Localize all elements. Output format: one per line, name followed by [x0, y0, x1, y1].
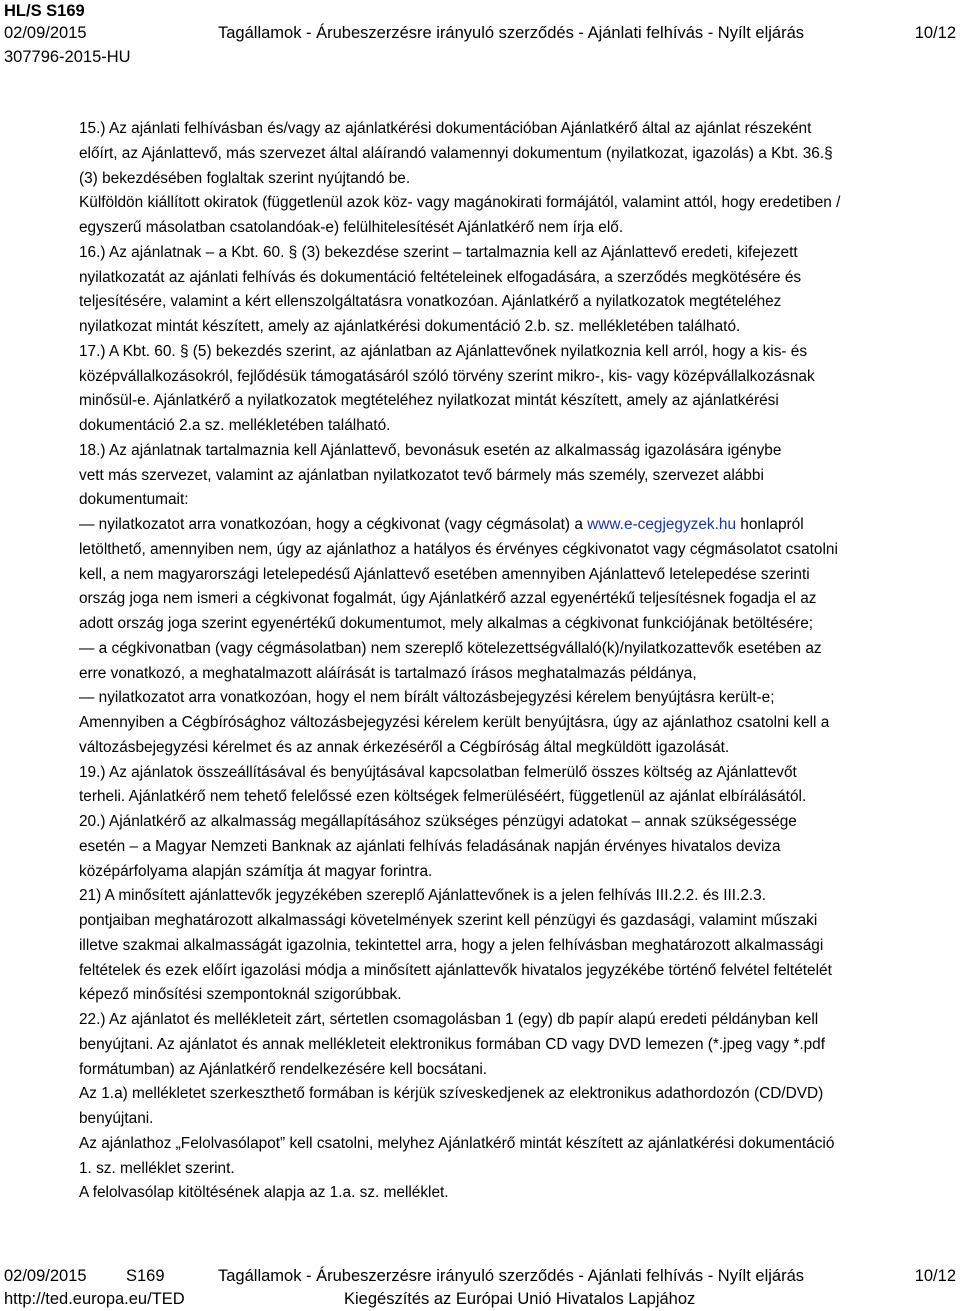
body-line: dokumentumait: [79, 491, 189, 509]
body-line: 17.) A Kbt. 60. § (5) bekezdés szerint, az ajánlatban az Ajánlattevőnek nyilatkoznia kell arról, hogy a kis- és [79, 342, 808, 360]
link-line-suffix: honlapról [736, 516, 804, 533]
body-line: Amennyiben a Cégbírósághoz változásbejegyzési kérelem került benyújtásra, úgy az ajánlathoz csatolni kell a [79, 714, 830, 731]
body-line: középvállalkozásokról, fejlődésük támogatásáról szóló törvény szerint mikro-, kis- vagy középvállalkozásnak [79, 367, 815, 385]
footer-date: 02/09/2015 [4, 1267, 87, 1285]
body-line: kell, a nem magyarországi letelepedésű Ajánlattevő esetében amennyiben Ajánlattevő letelepedése szerinti [79, 565, 810, 583]
body-line: 18.) Az ajánlatnak tartalmaznia kell Ajánlattevő, bevonásuk esetén az alkalmasság igazolására igénybe [79, 441, 782, 459]
body-line: formátumban) az Ajánlatkérő rendelkezésére kell bocsátani. [79, 1060, 488, 1078]
body-line: A felolvasólap kitöltésének alapja az 1.a. sz. melléklet. [79, 1184, 449, 1202]
body-line: nyilatkozatát az ajánlati felhívás és dokumentáció feltételeinek elfogadására, a szerződés megkötésére és [79, 268, 802, 286]
body-line: pontjaiban meghatározott alkalmassági követelmények szerint kell pénzügyi és gazdasági, valamint műszaki [79, 912, 818, 929]
body-line: illetve szakmai alkalmasságát igazolnia, tekintettel arra, hogy a jelen felhívásban meghatározott alkalmassági [79, 936, 824, 954]
doc-id: HL/S S169 [4, 2, 85, 20]
body-line: 20.) Ajánlatkérő az alkalmasság megállapításához szükséges pénzügyi adatokat – annak szükségessége [79, 813, 797, 830]
company-registry-link[interactable]: www.e-cegjegyzek.hu [587, 516, 737, 533]
header-row-ref [4, 46, 956, 68]
body-line: adott ország joga szerint egyenértékű dokumentumot, mely alkalmas a cégkivonat funkciójának betöltésére; [79, 615, 814, 632]
body-line: letölthető, amennyiben nem, úgy az ajánlathoz a hatályos és érvényes cégkivonatot vagy cégmásolatot csatolni [79, 540, 838, 558]
footer-page-number: 10/12 [914, 1267, 956, 1285]
body-line: esetén – a Magyar Nemzeti Banknak az ajánlati felhívás feladásának napján érvényes hivatalos deviza [79, 837, 781, 855]
body-line: dokumentáció 2.a sz. mellékletében található. [79, 417, 391, 434]
body-line: benyújtani. Az ajánlatot és annak mellékleteit elektronikus formában CD vagy DVD lemezen (*.jpeg vagy *.pdf [79, 1035, 825, 1053]
body-line: középárfolyama alapján számítja át magyar forintra. [79, 862, 433, 880]
header-page-number: 10/12 [914, 24, 956, 42]
body-line: erre vonatkozó, a meghatalmazott aláírását is tartalmazó írásos meghatalmazás példánya, [79, 664, 697, 682]
footer-series: S169 [126, 1267, 165, 1285]
body-line: egyszerű másolatban csatolandóak-e) felülhitelesítését Ajánlatkérő nem írja elő. [79, 219, 624, 236]
body-line: 15.) Az ajánlati felhívásban és/vagy az ajánlatkérési dokumentációban Ajánlatkérő által az ajánlat részeként [79, 120, 812, 137]
footer-title: Tagállamok - Árubeszerzésre irányuló szerződés - Ajánlati felhívás - Nyílt eljárás [218, 1267, 804, 1285]
body-line-with-link [79, 513, 957, 538]
body-line: Külföldön kiállított okiratok (függetlenül azok köz- vagy magánokirati formájától, valamint attól, hogy eredetiben / [79, 194, 841, 212]
body-line: benyújtani. [79, 1110, 154, 1127]
body-line: vett más szervezet, valamint az ajánlatban nyilatkozatot tevő bármely más személy, szervezet alábbi [79, 466, 764, 484]
footer-row-main [4, 1265, 956, 1287]
body-line: 16.) Az ajánlatnak – a Kbt. 60. § (3) bekezdése szerint – tartalmaznia kell az Ajánlattevő eredeti, kifejezett [79, 243, 798, 261]
header-row-top [4, 0, 956, 22]
notice-reference: 307796-2015-HU [4, 48, 131, 66]
body-line: Az ajánlathoz „Felolvasólapot” kell csatolni, melyhez Ajánlatkérő mintát készített az ajánlatkérési dokumentáció [79, 1134, 835, 1152]
body-line: teljesítésére, valamint a kért ellenszolgáltatásra vonatkozóan. Ajánlatkérő a nyilatkozatok megtételéhez [79, 293, 782, 311]
body-line: ország joga nem ismeri a cégkivonat fogalmát, úgy Ajánlatkérő azzal egyenértékű teljesítésnek fogadja el az [79, 590, 817, 608]
body-line: előírt, az Ajánlattevő, más szervezet által aláírandó valamennyi dokumentum (nyilatkozat, igazolás) a Kbt. 36.§ [79, 144, 833, 162]
body-line: (3) bekezdésében foglaltak szerint nyújtandó be. [79, 169, 411, 187]
footer-row-source [4, 1288, 956, 1310]
body-line: nyilatkozat mintát készített, amely az ajánlatkérési dokumentáció 2.b. sz. mellékletében található. [79, 318, 741, 335]
body-line: — nyilatkozatot arra vonatkozóan, hogy el nem bírált változásbejegyzési kérelem benyújtásra került-e; [79, 689, 775, 707]
body-line: terheli. Ajánlatkérő nem tehető felelőssé ezen költségek felmerüléséért, függetlenül az ajánlat elbírálásától. [79, 788, 807, 806]
body-line: változásbejegyzési kérelmet és az annak érkezéséről a Cégbíróság által megküldött igazolását. [79, 738, 730, 756]
body-line: 21) A minősített ajánlattevők jegyzékében szereplő Ajánlattevőnek is a jelen felhívás III.2.2. és III.2.3. [79, 887, 767, 905]
body-line: 1. sz. melléklet szerint. [79, 1159, 235, 1177]
link-line-prefix: — nyilatkozatot arra vonatkozóan, hogy a cégkivonat (vagy cégmásolat) a [79, 516, 588, 533]
body-line: képező minősítési szempontoknál szigorúbbak. [79, 986, 402, 1004]
body-line: 22.) Az ajánlatot és mellékleteit zárt, sértetlen csomagolásban 1 (egy) db papír alapú eredeti példányban kell [79, 1011, 819, 1028]
body-line: 19.) Az ajánlatok összeállításával és benyújtásával kapcsolatban felmerülő összes költség az Ajánlattevőt [79, 763, 797, 781]
body-line: — a cégkivonatban (vagy cégmásolatban) nem szereplő kötelezettségvállaló(k)/nyilatkozattevők esetében az [79, 639, 822, 657]
ted-url-link[interactable]: http://ted.europa.eu/TED [4, 1290, 185, 1308]
header-date: 02/09/2015 [4, 24, 87, 42]
header-row-main [4, 22, 956, 44]
header-title: Tagállamok - Árubeszerzésre irányuló szerződés - Ajánlati felhívás - Nyílt eljárás [218, 24, 804, 42]
body-line: minősül-e. Ajánlatkérő a nyilatkozatok megtételéhez nyilatkozat mintát készített, amely az ajánlatkérési [79, 392, 779, 410]
body-line: feltételek és ezek előírt igazolási módja a minősített ajánlattevők hivatalos jegyzékébe történő felvétel feltételét [79, 961, 832, 979]
footer-supplement: Kiegészítés az Európai Unió Hivatalos Lapjához [344, 1290, 696, 1308]
document-body [79, 117, 957, 1206]
body-line: Az 1.a) mellékletet szerkeszthető formában is kérjük szíveskedjenek az elektronikus adathordozón (CD/DVD) [79, 1085, 824, 1103]
